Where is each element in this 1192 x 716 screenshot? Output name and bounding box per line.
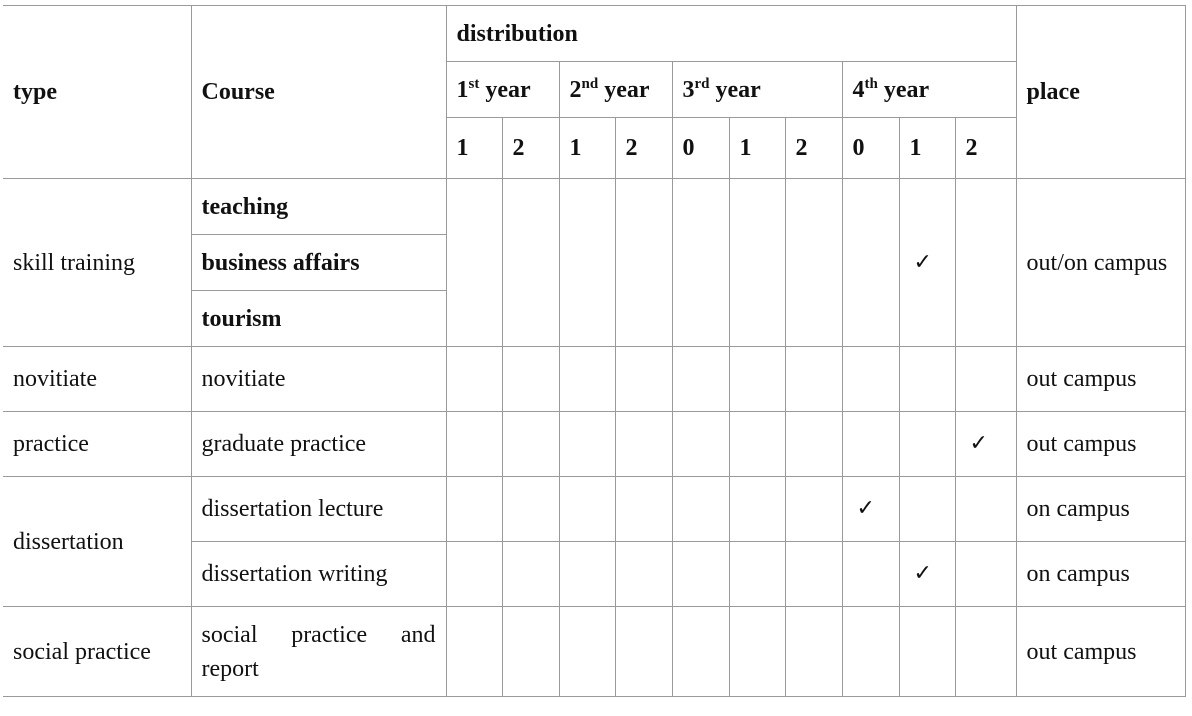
place-practice: out campus (1016, 412, 1185, 477)
check-cell (842, 347, 899, 412)
check-cell (899, 477, 955, 542)
check-cell (559, 412, 615, 477)
check-cell (446, 179, 502, 347)
header-distribution: distribution (446, 6, 1016, 62)
header-year-4: 4th year (842, 62, 1016, 118)
header-term: 2 (955, 118, 1016, 179)
check-cell (615, 477, 672, 542)
check-cell (502, 179, 559, 347)
check-cell (842, 542, 899, 607)
check-cell (899, 607, 955, 697)
check-cell (446, 412, 502, 477)
check-cell (955, 477, 1016, 542)
check-cell (729, 607, 785, 697)
header-place: place (1016, 6, 1185, 179)
check-cell (785, 412, 842, 477)
check-cell: ✓ (899, 179, 955, 347)
check-cell (502, 607, 559, 697)
check-cell: ✓ (899, 542, 955, 607)
check-cell (899, 412, 955, 477)
check-cell (559, 179, 615, 347)
row-type-dissertation: dissertation (3, 477, 191, 607)
check-cell (785, 179, 842, 347)
check-cell (502, 412, 559, 477)
check-cell (785, 347, 842, 412)
place-dissertation-lecture: on campus (1016, 477, 1185, 542)
header-type: type (3, 6, 191, 179)
table-row-novitiate (3, 347, 1185, 412)
header-term: 1 (446, 118, 502, 179)
place-dissertation-writing: on campus (1016, 542, 1185, 607)
table-row-skill-training (3, 179, 1185, 235)
check-cell (842, 412, 899, 477)
check-cell (672, 179, 729, 347)
check-cell (729, 542, 785, 607)
check-cell (955, 179, 1016, 347)
header-year-3: 3rd year (672, 62, 842, 118)
place-social-practice: out campus (1016, 607, 1185, 697)
check-cell (672, 347, 729, 412)
header-term: 1 (729, 118, 785, 179)
place-skill-training: out/on campus (1016, 179, 1185, 347)
check-cell (842, 607, 899, 697)
header-term: 1 (559, 118, 615, 179)
table-row-dissertation (3, 477, 1185, 542)
check-cell (615, 542, 672, 607)
course-business-affairs: business affairs (191, 235, 446, 291)
course-dissertation-lecture: dissertation lecture (191, 477, 446, 542)
check-cell: ✓ (955, 412, 1016, 477)
header-term: 2 (615, 118, 672, 179)
check-cell (785, 477, 842, 542)
check-cell (842, 179, 899, 347)
check-cell (559, 607, 615, 697)
header-year-2: 2nd year (559, 62, 672, 118)
check-cell (502, 477, 559, 542)
check-cell (955, 607, 1016, 697)
check-cell (672, 412, 729, 477)
check-cell (446, 347, 502, 412)
check-cell (446, 607, 502, 697)
course-tourism: tourism (191, 291, 446, 347)
check-cell (955, 542, 1016, 607)
place-novitiate: out campus (1016, 347, 1185, 412)
header-year-1: 1st year (446, 62, 559, 118)
course-teaching: teaching (191, 179, 446, 235)
header-term: 2 (502, 118, 559, 179)
check-cell (559, 347, 615, 412)
header-term: 0 (842, 118, 899, 179)
header-term: 0 (672, 118, 729, 179)
table-row-practice (3, 412, 1185, 477)
row-type-skill-training: skill training (3, 179, 191, 347)
check-cell (729, 477, 785, 542)
header-term: 2 (785, 118, 842, 179)
header-course: Course (191, 6, 446, 179)
check-cell (615, 179, 672, 347)
check-cell (615, 607, 672, 697)
course-novitiate: novitiate (191, 347, 446, 412)
course-distribution-table (3, 5, 1186, 697)
check-cell (672, 607, 729, 697)
check-cell (785, 542, 842, 607)
check-cell (785, 607, 842, 697)
check-cell (502, 542, 559, 607)
table-row-social-practice (3, 607, 1185, 697)
check-cell (502, 347, 559, 412)
header-term: 1 (899, 118, 955, 179)
check-cell (899, 347, 955, 412)
row-type-social-practice: social practice (3, 607, 191, 697)
check-cell: ✓ (842, 477, 899, 542)
check-cell (672, 542, 729, 607)
check-cell (446, 477, 502, 542)
row-type-practice: practice (3, 412, 191, 477)
course-social-practice-and-report: social practice and report (191, 607, 446, 697)
check-cell (729, 179, 785, 347)
check-cell (559, 542, 615, 607)
header-row-1 (3, 6, 1185, 62)
check-cell (672, 477, 729, 542)
check-cell (446, 542, 502, 607)
check-cell (615, 347, 672, 412)
check-cell (559, 477, 615, 542)
check-cell (729, 347, 785, 412)
check-cell (615, 412, 672, 477)
check-cell (729, 412, 785, 477)
course-graduate-practice: graduate practice (191, 412, 446, 477)
row-type-novitiate: novitiate (3, 347, 191, 412)
course-dissertation-writing: dissertation writing (191, 542, 446, 607)
check-cell (955, 347, 1016, 412)
